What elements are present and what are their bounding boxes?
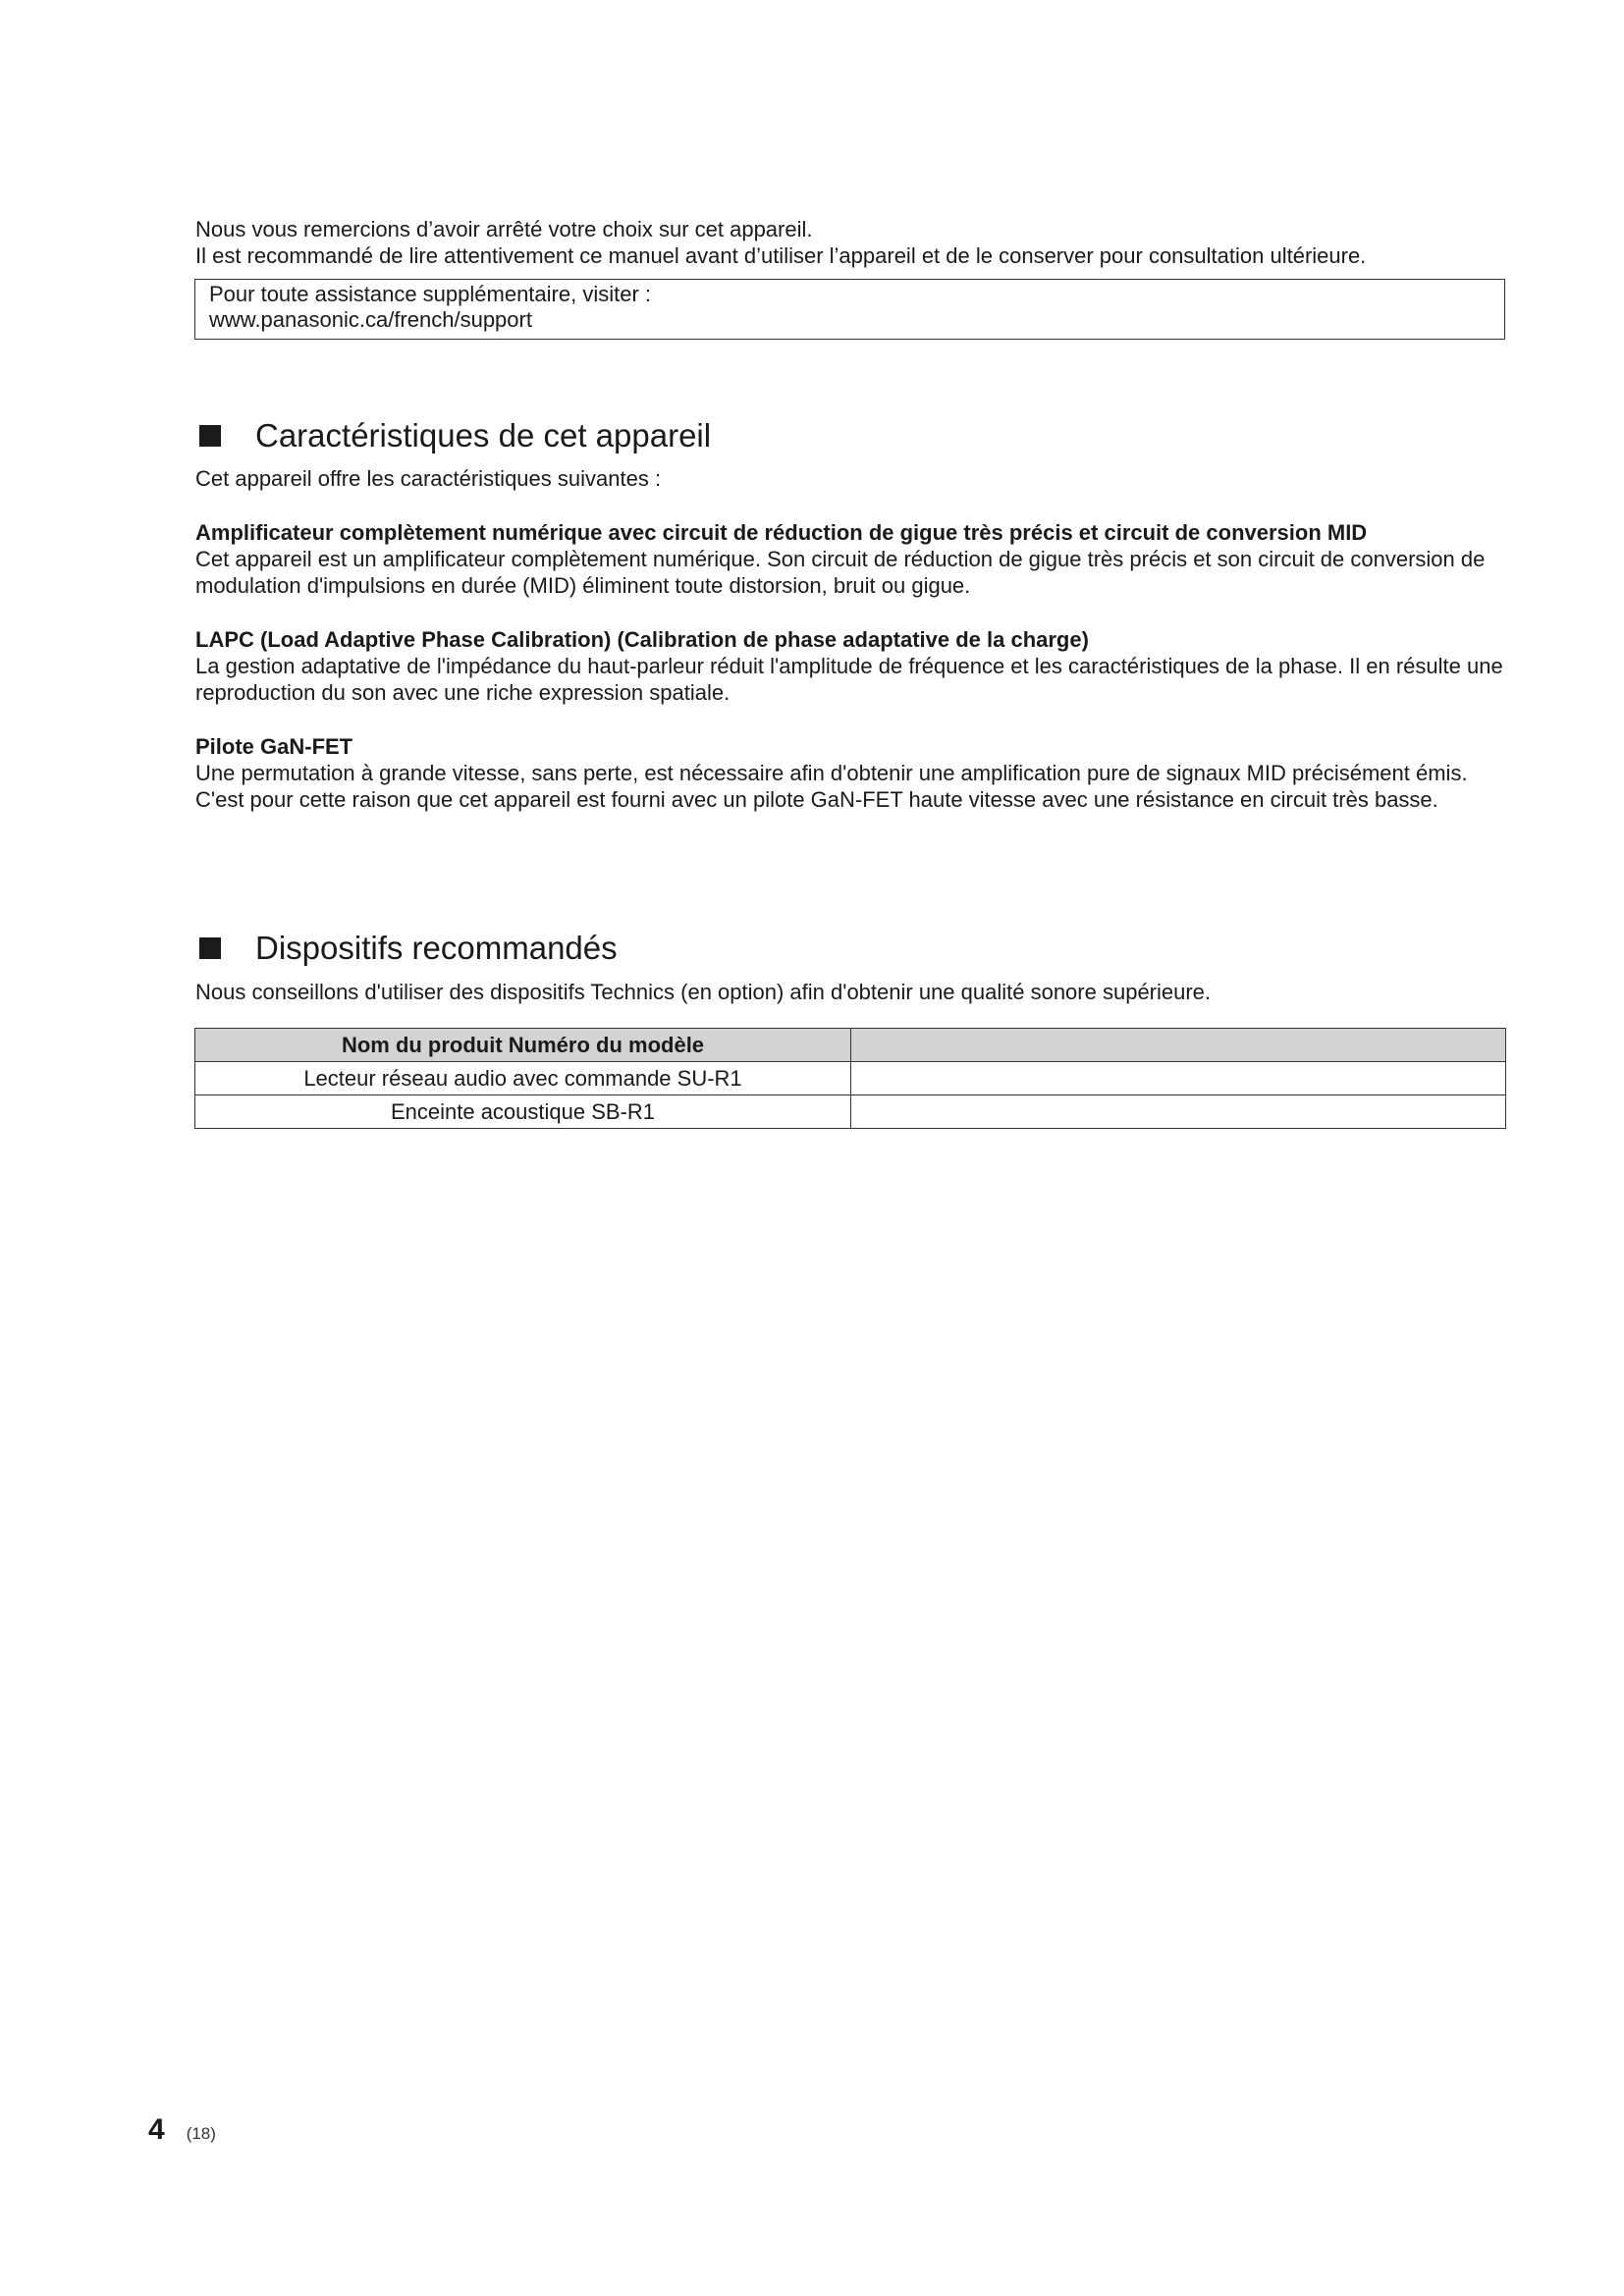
- table-cell: Enceinte acoustique SB-R1: [195, 1095, 851, 1129]
- feature-item-1: [195, 519, 1516, 599]
- table-row: [195, 1062, 1506, 1095]
- table-cell: Lecteur réseau audio avec commande SU-R1: [195, 1062, 851, 1095]
- page-sub-number: (18): [186, 2124, 216, 2143]
- devices-heading-text: Dispositifs recommandés: [255, 930, 618, 966]
- feature-title-1: Amplificateur complètement numérique avec circuit de réduction de gigue très précis et circuit de conversion MID: [195, 520, 1368, 545]
- devices-heading: [199, 929, 618, 968]
- table-cell: [851, 1095, 1506, 1129]
- support-box: [194, 279, 1505, 340]
- feature-text-1: Cet appareil est un amplificateur complètement numérique. Son circuit de réduction de gigue très précis et son circuit de conversion de modulation d'impulsions en durée (MID) éliminent toute distorsion, bruit ou gigue.: [195, 547, 1486, 598]
- table-header-row: [195, 1029, 1506, 1062]
- support-line-1: Pour toute assistance supplémentaire, visiter :: [209, 282, 652, 306]
- intro-text: [195, 216, 1511, 269]
- support-url: www.panasonic.ca/french/support: [209, 307, 532, 332]
- feature-item-2: [195, 626, 1516, 706]
- table-row: [195, 1095, 1506, 1129]
- intro-line-1: Nous vous remercions d’avoir arrêté votre choix sur cet appareil.: [195, 217, 813, 241]
- feature-title-3: Pilote GaN-FET: [195, 734, 353, 759]
- table-header-cell: [851, 1029, 1506, 1062]
- table-cell: [851, 1062, 1506, 1095]
- page-footer: [148, 2113, 216, 2147]
- feature-text-2: La gestion adaptative de l'impédance du haut-parleur réduit l'amplitude de fréquence et les caractéristiques de la phase. Il en résulte une reproduction du son avec une riche expression spatiale.: [195, 654, 1503, 705]
- feature-item-3: [195, 733, 1516, 813]
- features-intro: [195, 465, 1516, 492]
- features-intro-text: Cet appareil offre les caractéristiques suivantes :: [195, 466, 662, 491]
- page-number: 4: [148, 2113, 165, 2146]
- feature-title-2: LAPC (Load Adaptive Phase Calibration) (Calibration de phase adaptative de la charge): [195, 627, 1089, 652]
- features-heading: [199, 416, 711, 455]
- square-bullet-icon: [199, 425, 221, 447]
- devices-intro-text: Nous conseillons d'utiliser des dispositifs Technics (en option) afin d'obtenir une qualité sonore supérieure.: [195, 980, 1212, 1004]
- features-heading-text: Caractéristiques de cet appareil: [255, 417, 712, 454]
- devices-intro: [195, 979, 1516, 1005]
- table-header-cell: Nom du produit Numéro du modèle: [195, 1029, 851, 1062]
- intro-line-2: Il est recommandé de lire attentivement ce manuel avant d’utiliser l’appareil et de le conserver pour consultation ultérieure.: [195, 243, 1367, 268]
- square-bullet-icon: [199, 937, 221, 959]
- recommended-devices-table: [194, 1028, 1506, 1129]
- feature-text-3: Une permutation à grande vitesse, sans perte, est nécessaire afin d'obtenir une amplification pure de signaux MID précisément émis. C'est pour cette raison que cet appareil est fourni avec un pilote GaN-FET haute vitesse avec une résistance en circuit très basse.: [195, 761, 1468, 812]
